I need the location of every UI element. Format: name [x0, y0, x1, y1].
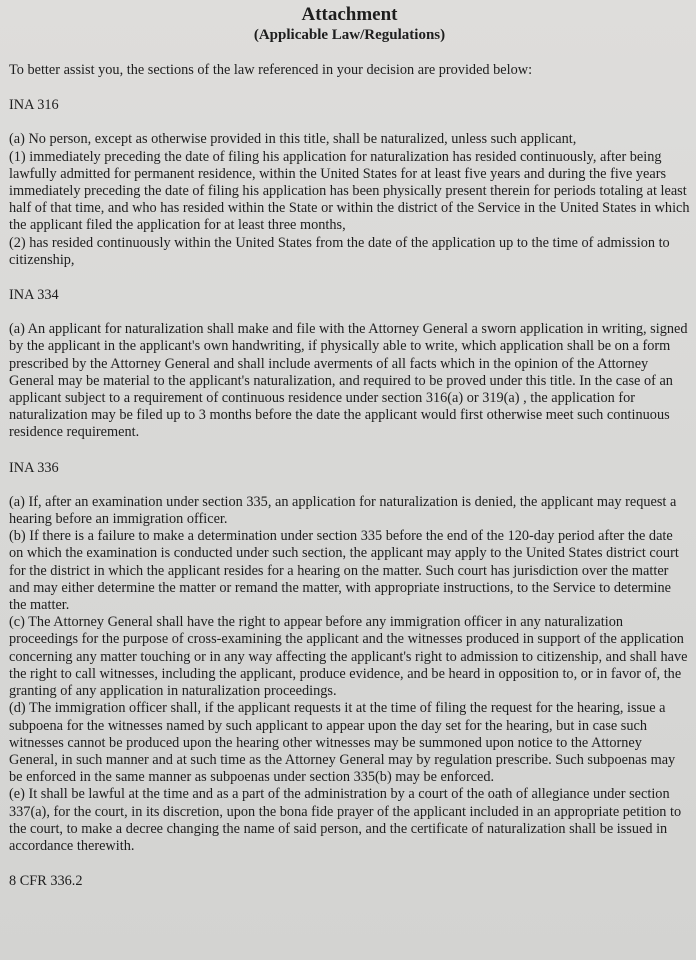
section-heading: INA 316: [9, 97, 59, 114]
section-paragraph: (c) The Attorney General shall have the right to appear before any immigration officer in any naturalization proceedings for the purpose of cross-examining the applicant and the witnesses produced in support of the application concerning any matter touching or in any way affecting the applicant's right to admission to citizenship, and shall have the right to call witnesses, including the applicant, produce evidence, and be heard in opposition to, or in favor of, the granting of any application in naturalization proceedings.: [9, 614, 688, 700]
section-paragraph: (a) No person, except as otherwise provided in this title, shall be naturalized, unless such applicant,: [9, 131, 577, 148]
section-heading: INA 336: [9, 459, 59, 476]
section-paragraph: (2) has resided continuously within the United States from the date of the application up to the time of admission to citizenship,: [9, 234, 670, 268]
section-heading: 8 CFR 336.2: [9, 873, 83, 890]
page-subtitle: (Applicable Law/Regulations): [253, 27, 446, 43]
intro-text: To better assist you, the sections of the law referenced in your decision are provided below:: [9, 62, 533, 78]
section-paragraph: (a) If, after an examination under section 335, an application for naturalization is denied, the applicant may request a hearing before an immigration officer.: [9, 493, 677, 528]
page-title: Attachment: [301, 4, 398, 25]
section-ina-316: [9, 97, 690, 269]
section-8-cfr-336-2: [9, 873, 690, 890]
section-paragraph: (a) An applicant for naturalization shall make and file with the Attorney General a sworn application in writing, signed by the applicant in the applicant's own handwriting, if physically able to write, which application shall be on a form prescribed by the Attorney General and shall include averments of all facts which in the opinion of the Attorney General may be material to the applicant's naturalization, and required to be proved under this title. In the case of an applicant subject to a requirement of continuous residence under section 316(a) or 319(a) , the application for naturalization may be filed up to 3 months before the date the applicant would first otherwise meet such continuous residence requirement.: [9, 321, 688, 441]
section-heading: INA 334: [9, 287, 59, 304]
section-paragraph: (d) The immigration officer shall, if the applicant requests it at the time of filing the request for the hearing, issue a subpoena for the witnesses named by such applicant to appear upon the day set for the hearing, but in case such witnesses cannot be produced upon the hearing other witnesses may be summoned upon notice to the Attorney General, in such manner and at such time as the Attorney General may by regulation prescribe. Such subpoenas may be enforced in the same manner as subpoenas under section 335(b) may be enforced.: [9, 700, 676, 786]
section-paragraph: (1) immediately preceding the date of filing his application for naturalization has resided continuously, after being lawfully admitted for permanent residence, within the United States for at least five years and during the five years immediately preceding the date of filing his application has been physically present therein for periods totaling at least half of that time, and who has resided within the State or within the district of the Service in the United States in which the applicant filed the application for at least three months,: [9, 148, 690, 234]
section-ina-336: [9, 460, 690, 855]
section-paragraph: (b) If there is a failure to make a determination under section 335 before the end of the 120-day period after the date on which the examination is conducted under such section, the applicant may apply to the United States district court for the district in which the applicant resides for a hearing on the matter. Such court has jurisdiction over the matter and may either determine the matter or remand the matter, with appropriate instructions, to the Service to determine the matter.: [9, 528, 679, 614]
section-ina-334: [9, 287, 690, 442]
section-paragraph: (e) It shall be lawful at the time and as a part of the administration by a court of the oath of allegiance under section 337(a), for the court, in its discretion, upon the bona fide prayer of the applicant included in an appropriate petition to the court, to make a decree changing the name of said person, and the certificate of naturalization shall be issued in accordance therewith.: [9, 786, 682, 854]
